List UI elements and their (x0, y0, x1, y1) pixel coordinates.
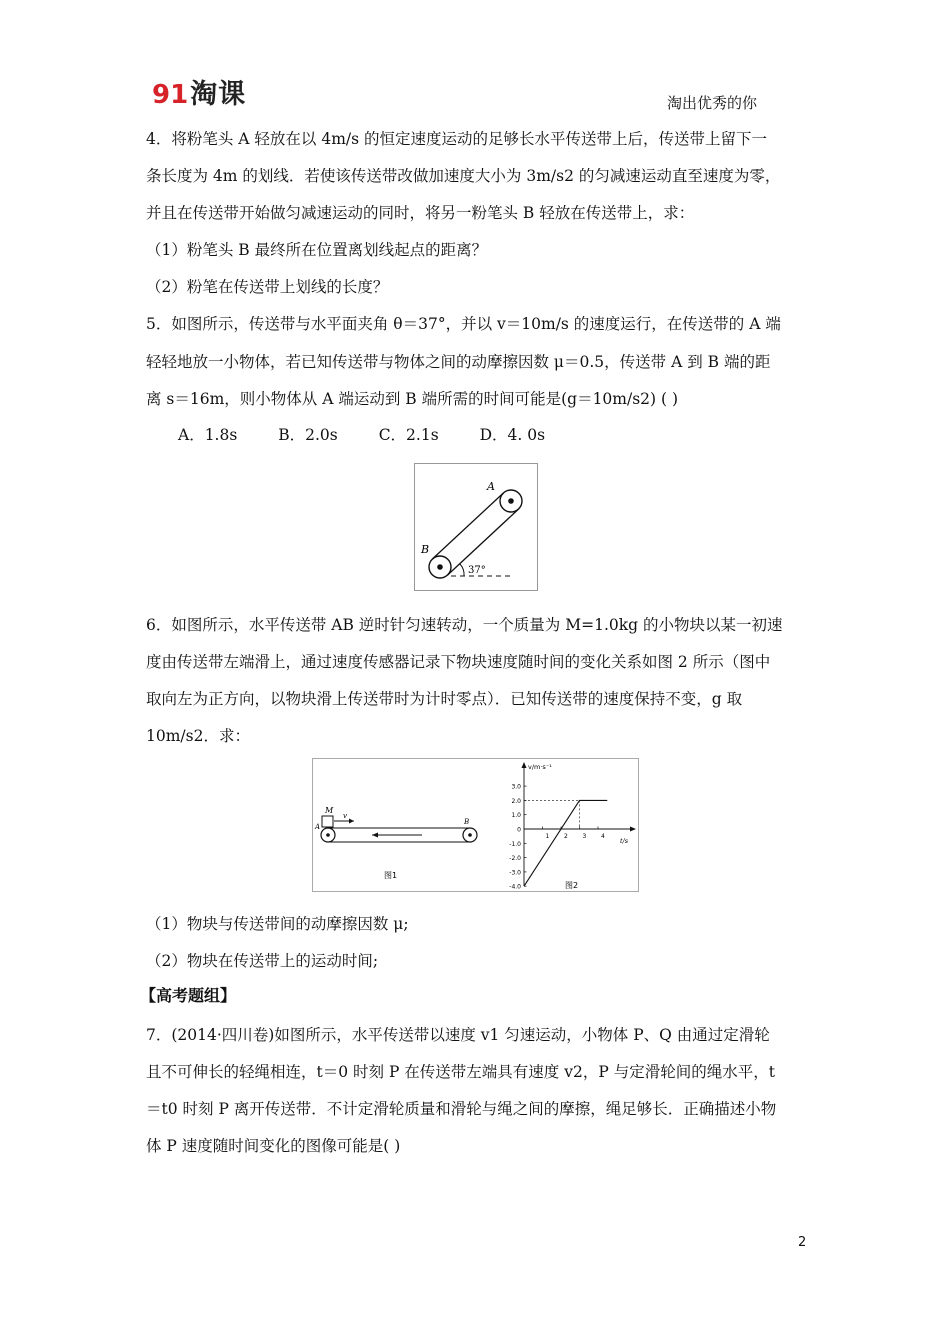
fig2-x-unit: t/s (620, 837, 629, 845)
q6-line-2: 度由传送带左端滑上，通过速度传感器记录下物块速度随时间的变化关系如图 2 所示（图中 (146, 653, 771, 671)
y-tick-label: 1.0 (511, 812, 521, 820)
y-tick-label: 3.0 (511, 783, 521, 791)
fig1-label-a: A (315, 823, 321, 831)
q5-line-1: 5．如图所示，传送带与水平面夹角 θ＝37°，并以 v＝10m/s 的速度运行，在传送带的 A 端 (146, 315, 781, 333)
fig2-caption: 图2 (565, 881, 579, 890)
q5-line-3: 离 s＝16m，则小物体从 A 端运动到 B 端所需的时间可能是(g＝10m/s2) ( ) (146, 390, 679, 408)
angle-label: 37° (468, 565, 486, 576)
x-tick-label: 4 (601, 833, 605, 840)
q4-line-3: 并且在传送带开始做匀减速运动的同时，将另一粉笔头 B 轻放在传送带上，求： (146, 204, 695, 222)
y-tick-label: -4.0 (509, 883, 521, 891)
fig1-label-b: B (464, 818, 470, 826)
q5-option-a: A．1.8s (178, 426, 238, 444)
q6-sub-2: （2）物块在传送带上的运动时间; (146, 952, 379, 970)
fig2-y-unit: v/m·s⁻¹ (528, 763, 552, 771)
y-tick-label: -3.0 (509, 869, 521, 877)
logo-mark: 91 (152, 80, 189, 110)
q6-line-3: 取向左为正方向，以物块滑上传送带时为计时零点）．已知传送带的速度保持不变，g 取 (146, 690, 743, 708)
y-tick-label: -1.0 (509, 840, 521, 848)
q4-sub-2: （2）粉笔在传送带上划线的长度？ (146, 278, 389, 296)
x-tick-label: 2 (564, 833, 568, 840)
q5-option-d: D．4. 0s (479, 426, 546, 444)
header-slogan: 淘出优秀的你 (667, 94, 758, 112)
y-tick-label: 2.0 (511, 797, 521, 805)
q7-line-2: 且不可伸长的轻绳相连，t＝0 时刻 P 在传送带左端具有速度 v2，P 与定滑轮间的绳水平，t (146, 1063, 775, 1081)
q5-option-c: C．2.1s (378, 426, 439, 444)
q7-line-3: ＝t0 时刻 P 离开传送带．不计定滑轮质量和滑轮与绳之间的摩擦，绳足够长．正确描述小物 (146, 1100, 777, 1118)
fig1-caption: 图1 (384, 871, 398, 880)
logo-name: 淘课 (190, 79, 247, 110)
x-tick-label: 3 (582, 833, 587, 840)
block-m (322, 816, 333, 827)
q7-line-4: 体 P 速度随时间变化的图像可能是( ) (146, 1137, 401, 1155)
logo (152, 72, 246, 111)
x-tick-label: 1 (545, 833, 550, 840)
q7-line-1: 7．(2014·四川卷)如图所示，水平传送带以速度 v1 匀速运动，小物体 P、Q 由通过定滑轮 (146, 1026, 770, 1044)
q6-line-4: 10m/s2．求： (146, 727, 250, 745)
q6-figures (312, 758, 639, 892)
page-number: 2 (798, 1235, 807, 1250)
q6-line-1: 6．如图所示，水平传送带 AB 逆时针匀速转动，一个质量为 M=1.0kg 的小物块以某一初速 (146, 616, 783, 634)
q4-line-2: 条长度为 4m 的划线．若使该传送带改做加速度大小为 3m/s2 的匀减速运动直至速度为零， (146, 167, 781, 185)
q5-options (178, 423, 581, 445)
y-tick-label: -2.0 (509, 855, 521, 863)
q5-option-b: B．2.0s (278, 426, 338, 444)
y-tick-label: 0 (517, 826, 521, 834)
fig1-label-m: M (325, 806, 334, 815)
label-a: A (487, 480, 495, 493)
fig1-label-v: v (343, 812, 347, 820)
q6-sub-1: （1）物块与传送带间的动摩擦因数 μ; (146, 915, 409, 933)
q5-incline-figure (414, 463, 538, 591)
section-title: 【高考题组】 (140, 986, 237, 1005)
q4-sub-1: （1）粉笔头 B 最终所在位置离划线起点的距离？ (146, 241, 488, 259)
label-b: B (421, 543, 430, 556)
q5-line-2: 轻轻地放一小物体，若已知传送带与物体之间的动摩擦因数 μ＝0.5，传送带 A 到 B 端的距 (146, 353, 771, 371)
q4-line-1: 4．将粉笔头 A 轻放在以 4m/s 的恒定速度运动的足够长水平传送带上后，传送带上留下一 (146, 130, 768, 148)
